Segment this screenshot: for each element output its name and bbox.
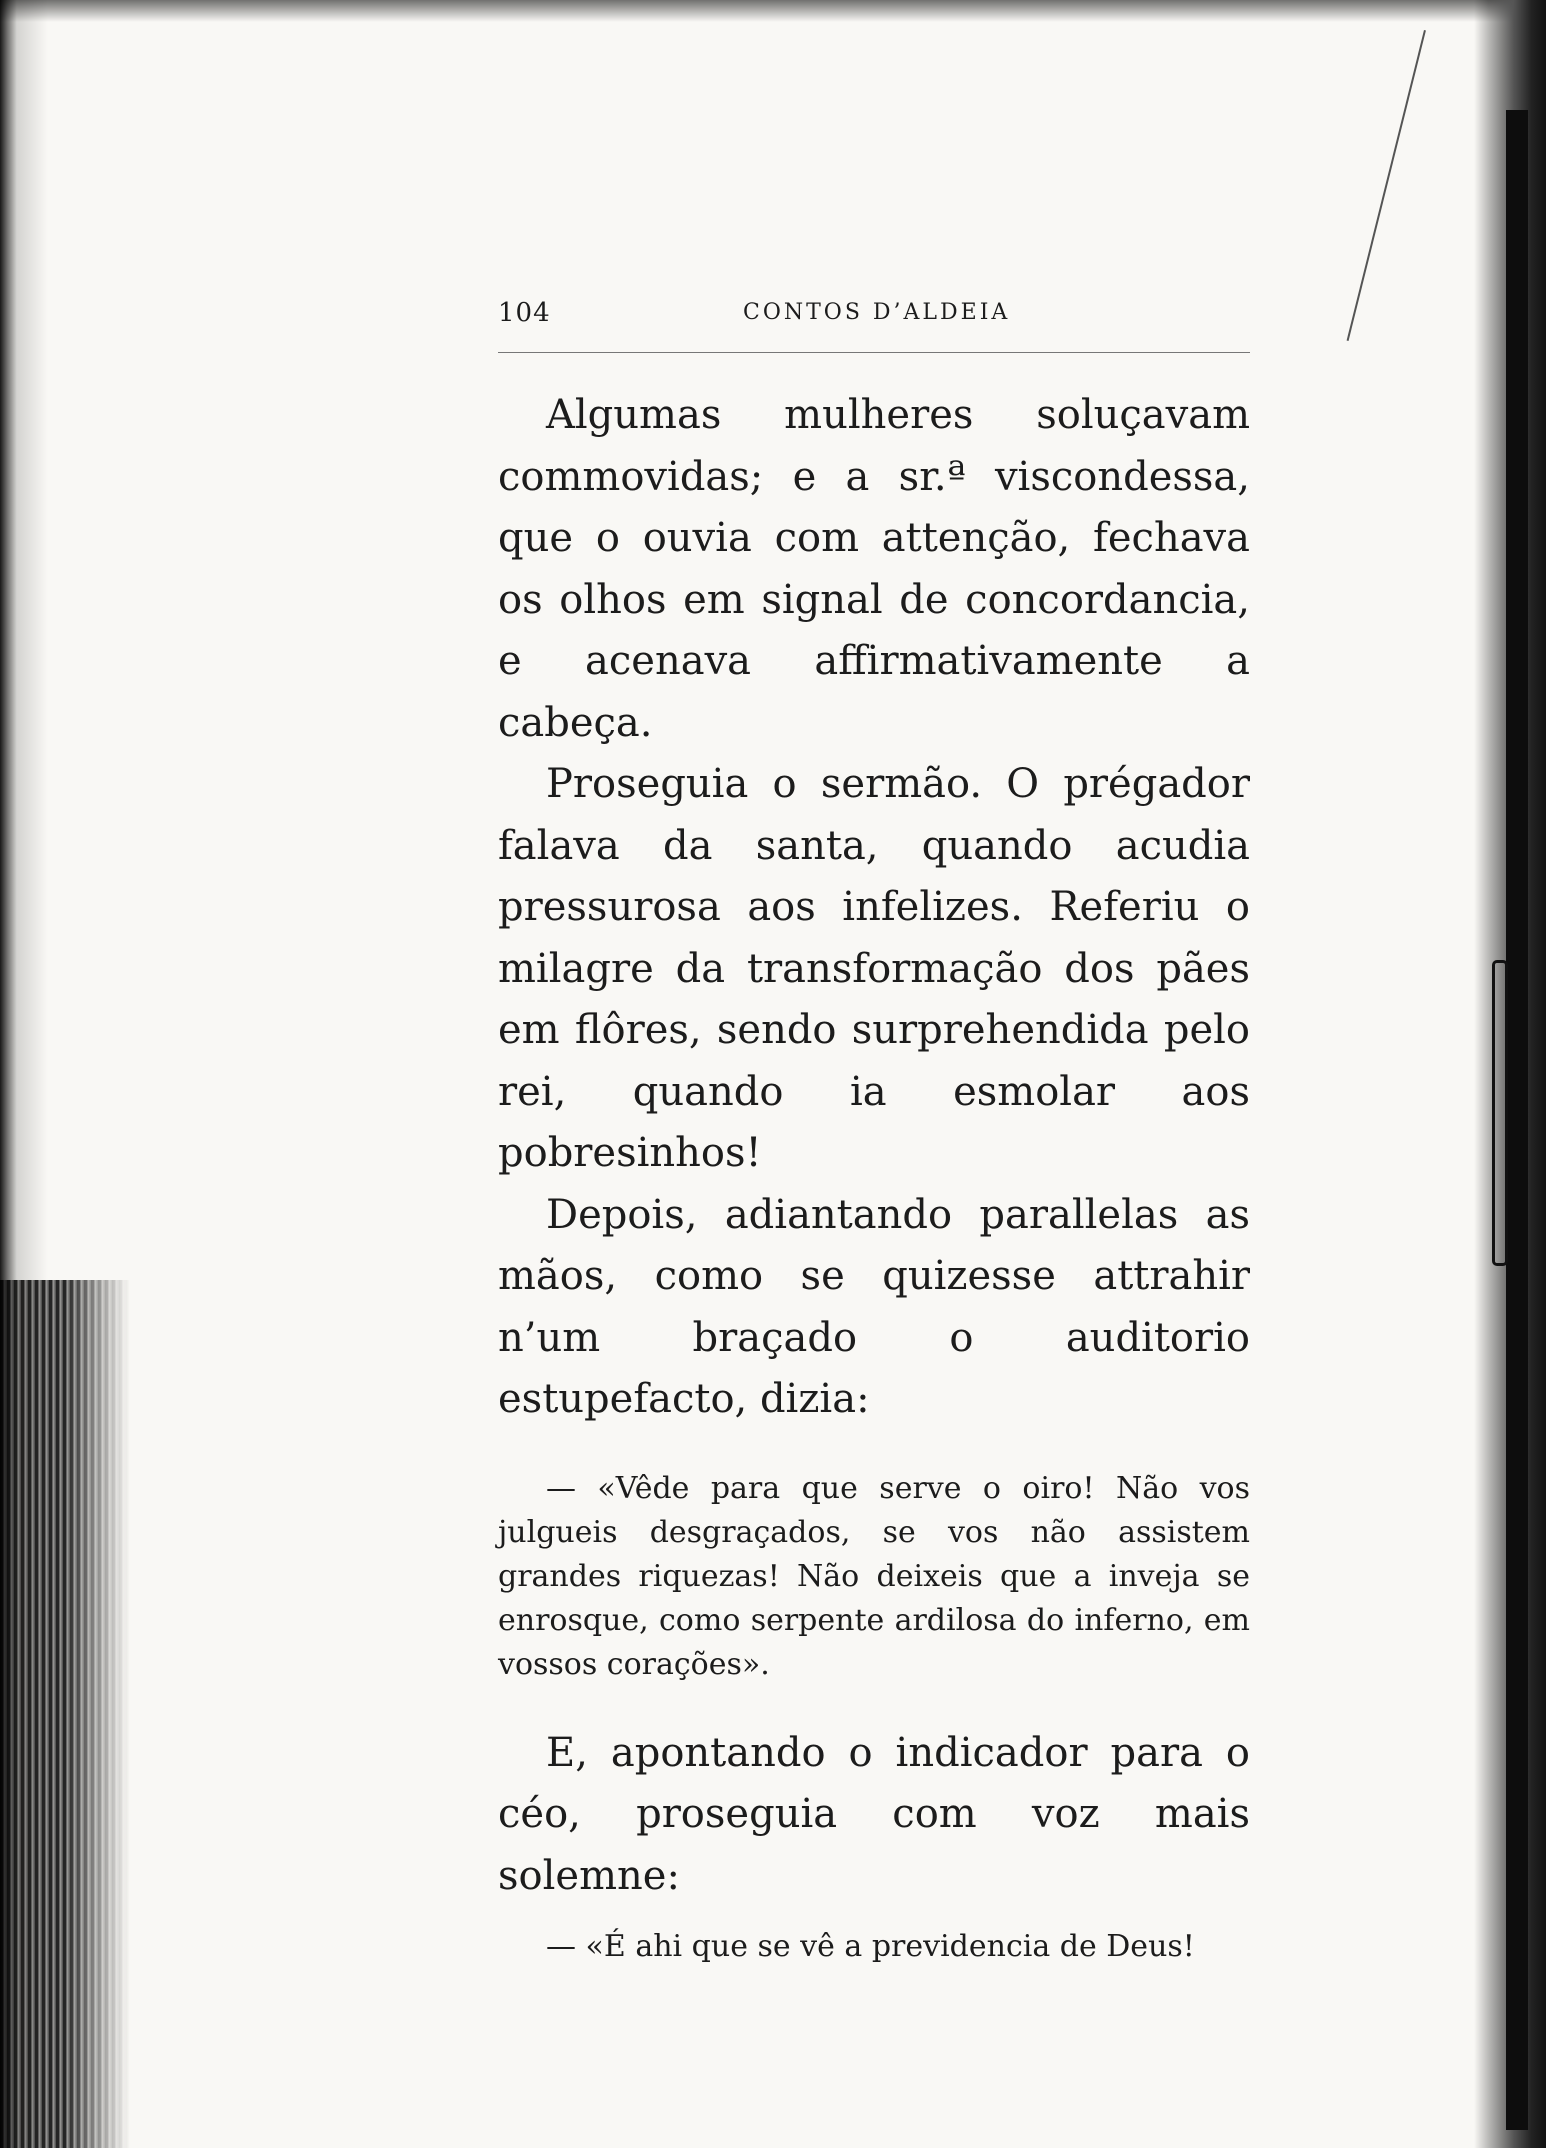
scan-left-edge-shadow — [0, 1280, 130, 2148]
page-number: 104 — [498, 298, 551, 328]
running-title: CONTOS D’ALDEIA — [743, 300, 1011, 325]
scan-top-edge — [0, 0, 1546, 22]
scan-binding-bar — [1506, 110, 1528, 2130]
paragraph-1: Algumas mulheres soluçavam commovidas; e a sr.ª viscondessa, que o ouvia com attenção, fechava os olhos em signal de concordancia, e acenava affirmativamente a cabeça. — [498, 392, 1250, 746]
page-header — [498, 298, 1250, 354]
paragraph-4: E, apontando o indicador para o céo, proseguia com voz mais solemne: — [498, 1729, 1250, 1899]
scan-fold-line — [1347, 30, 1426, 341]
paragraph-3: Depois, adiantando parallelas as mãos, como se quizesse attrahir n’um braçado o auditorio estupefacto, dizia: — [498, 1191, 1250, 1422]
paragraph-2: Proseguia o sermão. O prégador falava da santa, quando acudia pressurosa aos infelizes. Referiu o milagre da transformação dos pães em flôres, sendo surprehendida pelo rei, quando ia esmolar aos pobresinhos! — [498, 761, 1250, 1176]
scan-clip-mark — [1492, 960, 1508, 1266]
header-rule — [498, 352, 1250, 353]
quote-1: — «Vêde para que serve o oiro! Não vos julgueis desgraçados, se vos não assistem grandes riquezas! Não deixeis que a inveja se enrosque, como serpente ardilosa do inferno, em vossos corações». — [498, 1470, 1250, 1682]
page-body — [498, 385, 1250, 1969]
quote-2: — «É ahi que se vê a previdencia de Deus! — [546, 1929, 1195, 1964]
